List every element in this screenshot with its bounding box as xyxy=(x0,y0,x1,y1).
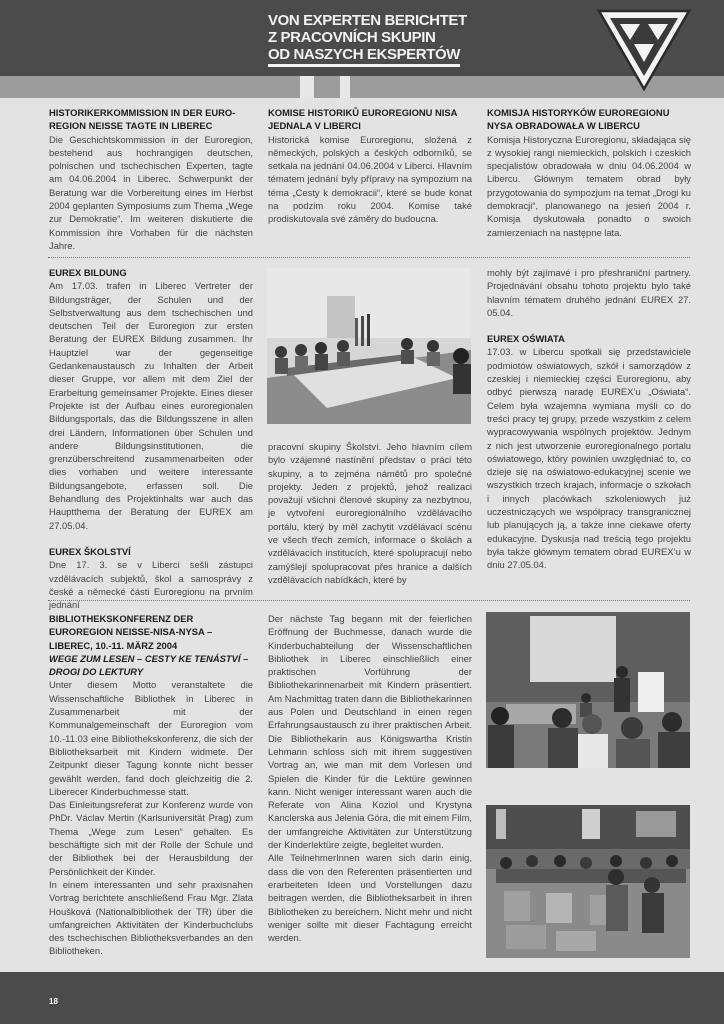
article-body-pl: 17.03. w Libercu spotkali się przedstawiciele podmiotów oświatowych, szkół i samorządów z czeskiej i niemieckiej części Euroregionu, aby odbyć pierwszą naradę EUREX’u „Oświata“. Celem była wzajemna wymiana myśli co do treści pracy tej grupy, przede wszystkim z celem wypracowywania wspólnych projektów. Jednym z nich jest utworzenie euroregionalnego portalu oświatowego, który powinien uwzględniać to, co dzieje się na oświatowo-edukacyjnej scenie we wszystkich trzech krajach, informacje o szkołach i innych placówkach szkoleniowych już uczestniczących we współpracy transgranicznej lub planujących ją, a także inne ciekawe oferty edukacyjne. Dyskusja nad treścią tego projektu była także głównym tematem obrad EUREX’u w dniu 27.05.04. xyxy=(487,346,691,571)
article-body: mohly být zajímavé i pro přeshraniční partnery. Projednávání obsahu tohoto projektu bylo také hlavním tématem druhého jednání EUREX 27. 05.04. xyxy=(487,267,691,318)
article-subheading: WEGE ZUM LESEN – CESTY KE TENÁSTVÍ – DROGI DO LEKTURY xyxy=(49,652,249,678)
article-heading-line: LIBEREC, 10.-11. MÄRZ 2004 xyxy=(49,639,178,651)
section-divider xyxy=(48,257,690,258)
header-title-line-de: VON EXPERTEN BERICHTET xyxy=(268,12,467,29)
page-number: 18 xyxy=(49,997,58,1006)
article-heading: EUREX OŚWIATA xyxy=(487,333,565,345)
page-footer xyxy=(0,972,724,1024)
euroregion-triangle-logo-icon xyxy=(596,8,692,92)
article-paragraph: Der nächste Tag begann mit der feierlichen Eröffnung der Buchmesse, danach wurde die Kinderbuchabteilung der Wissenschaftlichen Bibliothek in Liberec einschließlich einer praktischen Vorführung der Bibliothekarinnenarbeit mit Kindern präsentiert. Am Nachmittag traten dann die Bibliothekarinnen aus Polen und Deutschland in einen regen Erfahrungsaustausch zu ihrer praktischen Arbeit. Die Bibliothekarin aus Königswartha Kristin Lehmann schloss sich mit ihrem suggestiven Vortrag an, wie man mit dem Vorlesen und Spielen die Kinder für die Lektüre gewinnen kann. Nicht weniger interessant waren auch die Referate von Alina Koziol und Krystyna Kanclerska aus Jelenia Góra, die mit einem Film, der umfangreiche Aktivitäten zur Unterstützung der Kinderlektüre zeigte, begleitet wurden. xyxy=(268,613,472,851)
article-heading: HISTORIKERKOMMISSION IN DER EURO-REGION NEISSE TAGTE IN LIBEREC xyxy=(49,107,236,132)
article-eurex-de xyxy=(49,266,253,611)
article-heading-cz: EUREX ŠKOLSTVÍ xyxy=(49,545,131,557)
header-title-line-pl: OD NASZYCH EKSPERTÓW xyxy=(268,46,460,67)
article-library-conference-center xyxy=(268,612,472,944)
article-heading: KOMISE HISTORIKŮ EUROREGIONU NISA JEDNALA V LIBERCI xyxy=(268,107,458,132)
article-body-cz: Dne 17. 3. se v Liberci sešli zástupci vzdělávacích subjektů, škol a samosprávy z české a německé části Euroregionu na prvním jednání xyxy=(49,559,253,611)
article-body: Historická komise Euroregionu, složená z německých, polských a českých odborníků, se setkala na jednání 04.06.2004 v Liberci. Hlavním tématem jednání byly přípravy na sympozium na téma „Cesty k demokracii“, které se bude konat na podzim roku 2004. Komise také prodiskutovala své záměry do budoucna. xyxy=(268,133,472,225)
meeting-photo xyxy=(267,268,471,424)
header-title-line-cz: Z PRACOVNÍCH SKUPIN xyxy=(268,29,436,46)
article-historians-pl xyxy=(487,106,691,239)
page-header xyxy=(0,0,724,98)
article-library-conference-left xyxy=(49,612,253,958)
section-divider xyxy=(48,600,690,601)
article-heading-line: BIBLIOTHEKSKONFERENZ DER EUROREGION NEISSE-NISA-NYSA – xyxy=(49,613,213,638)
article-body: Am 17.03. trafen in Liberec Vertreter der Bildungsträger, der Schulen und der Selbstverwaltung aus dem tschechischen und deutschen Teil der Euroregion zur ersten Beratung der EUREX Bildung zusammen. Ihr Hauptziel war der gegenseitige Gedankenaustausch zu Inhalten der Arbeit dieser Gruppe, vor allem mit dem Ziel der Erarbeitung gemeinsamer Projekte. Eines dieser Projekte ist der Aufbau eines euroregionalen Bildungsportals, das die Bildungsszene in allen drei Ländern, Informationen über Schulen und andere Bildungsinstitutionen, die grenzüberschreitend zusammenarbeiten oder dies vorhaben und weitere interessante Bildungsangebote, erfassen soll. Die Behandlung des Projektinhalts war auch das Hauptthema der Beratung der EUREX am 27.05.04. xyxy=(49,280,253,531)
article-paragraph: Unter diesem Motto veranstaltete die Wissenschaftliche Bibliothek in Liberec in Zusammenarbeit mit der Kommunalgemeinschaft der Euroregion vom 10.-11.03 eine Bibliothekskonferenz, die sich der Bibliotheksarbeit mit Kindern widmete. Der Zeitpunkt dieser Tagung konnte nicht besser gewählt werden, fand doch gleichzeitig die 2. Liberecer Kinderbuchmesse statt. xyxy=(49,679,253,797)
flag-decoration xyxy=(300,76,314,98)
conference-photo-audience xyxy=(486,805,690,958)
article-body: Die Geschichtskommission in der Euroregion, bestehend aus hochrangigen deutschen, polnischen und tschechischen Experten, tagte am 04.06.2004 in Liberec. Schwerpunkt der Beratung war die Vorbereitung eines im Herbst 2004 geplanten Symposiums zum Thema „Wege zur Demokratie“. Im weiteren diskutierte die Kommission ihre Vorhaben für die nächsten Jahre. xyxy=(49,133,253,251)
article-heading: KOMISJA HISTORYKÓW EUROREGIONU NYSA OBRADOWAŁA W LIBERCU xyxy=(487,107,670,132)
article-historians-cz xyxy=(268,106,472,226)
article-paragraph: Das Einleitungsreferat zur Konferenz wurde von PhDr. Václav Mertin (Karlsuniversität Prag) zum Thema „Wege zum Lesen“ gehalten. Es beschäftigte sich mit der Rolle der Schule und der Bibliothek bei der Herausbildung der Persönlichkeit der Kinder. xyxy=(49,799,253,877)
header-title xyxy=(268,12,568,67)
article-body: Komisja Historyczna Euroregionu, składająca się z wysokiej rangi niemieckich, polskich i czeskich specjalistów obradowała w dniu 04.06.2004 w Libercu. Głównym tematem obrad były przygotowania do sympozjum na temat „Drogi ku demokracji“, planowanego na jesień 2004 r. Komisja dyskutowała ponadto o swoich zamierzeniach na następne lata. xyxy=(487,133,691,238)
article-paragraph: In einem interessanten und sehr praxisnahen Vortrag berichtete anschließend Frau Mgr. Zlata Houšková (Nationalbibliothek der TR) über die umfangreichen Aktivitäten der Kinderbuchclubs des tschechischen Bibliotheksverbandes an den Bibliotheken. xyxy=(49,878,253,957)
article-eurex-cz-pl xyxy=(487,266,691,572)
article-heading: EUREX BILDUNG xyxy=(49,267,127,278)
conference-photo-speaker xyxy=(486,612,690,768)
article-eurex-cz-continued xyxy=(268,440,472,586)
article-body: pracovní skupiny Školství. Jeho hlavním cílem bylo vzájemné nastínění představ o práci této skupiny, a to zejména námětů pro společné projekty. Jeden z projektů, jehož realizaci považují všichni členové skupiny za nezbytnou, je vytvoření euroregionálního vzdělávacího portálu, který by měl zachytit vzdělávací scénu ve všech třech zemích, informace o školách a vzdělávacích institucích, které spolupracují nebo zamýšlejí spolupracovat přes hranice a dalších vzdělávacích nabídkách, které by xyxy=(268,441,472,585)
article-historians-de xyxy=(49,106,253,252)
article-paragraph: Alle TeilnehmerInnen waren sich darin einig, dass die von den Referenten präsentierten und erarbeiteten Ideen und Vorstellungen dazu beitragen werden, die Bibliotheksarbeit in ihren Bibliotheken zu bereichern. Nicht mehr und nicht weniger sollte mit dieser Fachtagung erreicht werden. xyxy=(268,852,472,944)
flag-decoration xyxy=(340,76,350,98)
